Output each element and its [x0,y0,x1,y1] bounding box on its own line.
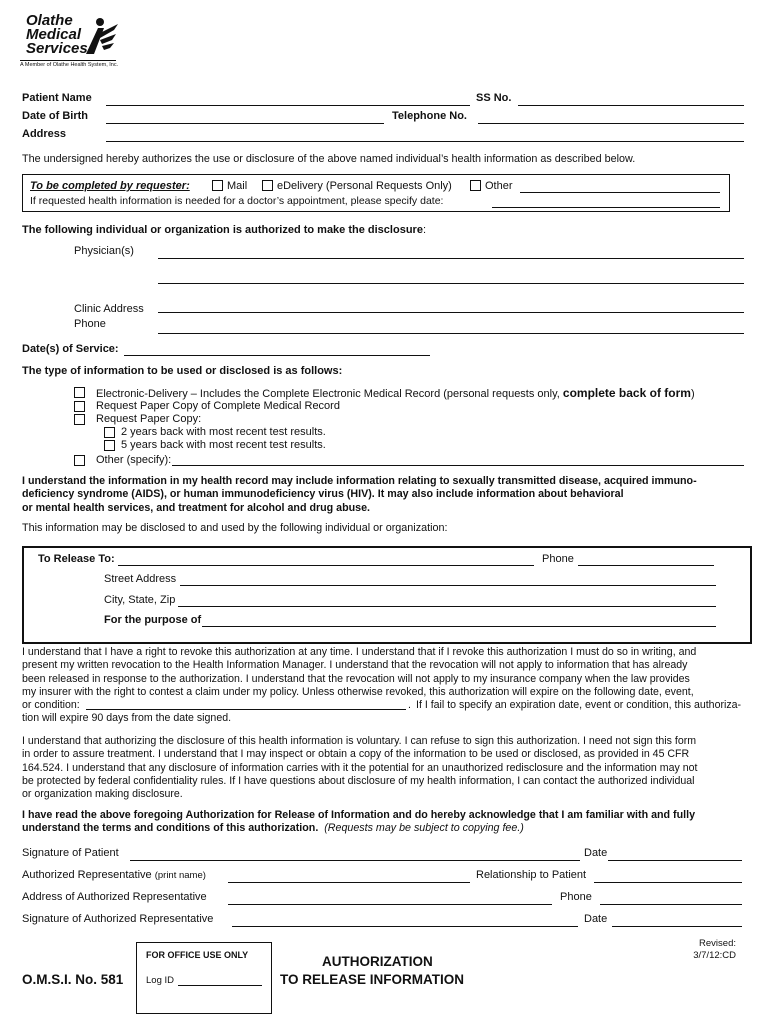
other-info-field[interactable] [172,465,744,466]
mail-checkbox[interactable] [212,180,223,191]
paper-complete-label: Request Paper Copy of Complete Medical Record [96,400,340,412]
sensitive-line-3: or mental health services, and treatment for alcohol and drug abuse. [22,501,371,514]
other-info-checkbox[interactable] [74,455,85,466]
acknowledge-line-2 [22,822,695,835]
two-years-label: 2 years back with most recent test results. [121,426,326,438]
auth-rep-label [22,869,206,881]
auth-rep-text: Authorized Representative [22,869,152,881]
patient-name-label: Patient Name [22,92,92,104]
address-field[interactable] [106,141,744,142]
logo-rule [20,60,116,61]
other-delivery-label: Other [485,180,513,192]
voluntary-line-1: I understand that authorizing the disclosure of this health information is voluntary. I can refuse to sign this authorization. I need not sign this form [22,735,697,747]
address-rep-label: Address of Authorized Representative [22,891,207,903]
copying-fee-note: (Requests may be subject to copying fee.) [324,822,524,835]
logo-line-2: Medical [26,26,82,43]
acknowledge-line-2-bold: understand the terms and conditions of this authorization. [22,822,319,835]
electronic-delivery-text: Electronic-Delivery – Includes the Complete Electronic Medical Record (personal requests only, [96,388,563,400]
two-years-checkbox[interactable] [104,427,115,438]
appointment-date-field[interactable] [492,207,720,208]
sig-rep-label: Signature of Authorized Representative [22,913,214,925]
expiry-label: or condition: [22,699,80,712]
print-name-note: (print name) [154,870,206,881]
dob-field[interactable] [106,123,384,124]
edelivery-label: eDelivery (Personal Requests Only) [277,180,452,192]
relationship-label: Relationship to Patient [476,869,587,881]
release-to-field[interactable] [118,565,534,566]
revoke-line-6: tion will expire 90 days from the date signed. [22,712,232,725]
rep-date-field[interactable] [612,926,742,927]
complete-back-of-form: complete back of form [562,386,691,400]
expiry-default-text: If I fail to specify an expiration date, event or condition, this authoriza- [416,699,742,712]
expiry-field[interactable] [86,709,406,710]
patient-date-label: Date [584,847,608,859]
release-to-label: To Release To: [38,553,115,565]
dob-label: Date of Birth [22,110,88,122]
revised-label: Revised: [699,938,736,949]
street-address-field[interactable] [180,585,716,586]
sensitive-notice [22,475,697,515]
revoke-line-1: I understand that I have a right to revoke this authorization at any time. I understand that if I revoke this authorization I must do so in writing, and [22,646,697,658]
release-phone-field[interactable] [578,565,714,566]
appointment-text: If requested health information is needed for a doctor’s appointment, please specify date: [30,195,444,207]
form-title-line-2: TO RELEASE INFORMATION [280,972,465,987]
rep-phone-label: Phone [560,891,592,903]
patient-signature-field[interactable] [130,860,580,861]
city-state-zip-field[interactable] [178,606,716,607]
disclosure-to-text: This information may be disclosed to and used by the following individual or organization: [22,522,448,534]
logo-tagline: A Member of Olathe Health System, Inc. [20,62,119,68]
address-label: Address [22,128,67,140]
voluntary-line-4: be protected by federal confidentiality rules. If I have questions about disclosure of my health information, I can contact the authorized individual [22,774,695,787]
logo-text [26,14,88,56]
paper-copy-label: Request Paper Copy: [96,413,202,425]
service-dates-field[interactable] [124,355,430,356]
log-id-field[interactable] [178,985,262,986]
clinic-phone-field[interactable] [158,333,744,334]
purpose-field[interactable] [202,626,716,627]
voluntary-line-2: in order to assure treatment. I understand that I may inspect or obtain a copy of the information to be used or disclosed, as provided in 45 CFR [22,748,690,761]
acknowledge-line-1: I have read the above foregoing Authorization for Release of Information and do hereby acknowledge that I am familiar with and fully [22,809,696,821]
discloser-heading-text: The following individual or organization is authorized to make the disclosure [22,224,423,236]
log-id-label: Log ID [146,975,174,986]
revoke-line-2: present my written revocation to the Health Information Manager. I understand that the revocation will not apply to information that has already [22,659,688,672]
paper-copy-checkbox[interactable] [74,414,85,425]
paper-complete-checkbox[interactable] [74,401,85,412]
info-type-heading: The type of information to be used or disclosed is as follows: [22,365,343,377]
intro-text: The undersigned hereby authorizes the use or disclosure of the above named individual’s health information as described below. [22,153,636,165]
clinic-address-label: Clinic Address [74,303,144,315]
other-delivery-field[interactable] [520,192,720,193]
patient-date-field[interactable] [608,860,742,861]
physicians-field-2[interactable] [158,283,744,284]
street-address-label: Street Address [104,573,177,585]
ssn-field[interactable] [518,105,744,106]
revoke-line-3: been released in response to the authorization. I understand that the revocation will not apply to my insurance company when the law provides [22,672,690,685]
city-state-zip-label: City, State, Zip [104,594,176,606]
logo-emblem-icon [80,16,120,58]
auth-rep-field[interactable] [228,882,470,883]
purpose-label: For the purpose of [104,614,202,626]
relationship-field[interactable] [594,882,742,883]
electronic-delivery-suffix: ) [690,388,695,400]
telephone-field[interactable] [478,123,744,124]
five-years-checkbox[interactable] [104,440,115,451]
voluntary-paragraph [22,735,744,801]
requester-heading: To be completed by requester: [30,180,190,192]
edelivery-checkbox[interactable] [262,180,273,191]
sensitive-line-2: deficiency syndrome (AIDS), or human immunodeficiency virus (HIV). It may also include information about behavioral [22,488,624,501]
address-rep-field[interactable] [228,904,552,905]
clinic-address-field[interactable] [158,312,744,313]
rep-date-label: Date [584,913,608,925]
mail-label: Mail [227,180,248,192]
physicians-field-1[interactable] [158,258,744,259]
ssn-label: SS No. [476,92,512,104]
clinic-phone-label: Phone [74,318,106,330]
revoke-line-5: or condition: . If I fail to specify an expiration date, event or condition, this authoriza- [22,699,742,712]
voluntary-line-3: 164.524. I understand that any disclosure of information carries with it the potential for an unauthorized redisclosure and the information may not [22,761,698,774]
revoke-line-4: my insurer with the right to contest a claim under my policy. Unless otherwise revoked, this authorization will expire on the following date, event, [22,685,694,698]
form-number: O.M.S.I. No. 581 [22,972,124,987]
other-delivery-checkbox[interactable] [470,180,481,191]
revoke-paragraph [22,646,744,726]
voluntary-line-5: or organization making disclosure. [22,788,183,801]
patient-name-field[interactable] [106,105,470,106]
logo-line-1: Olathe [26,12,73,29]
acknowledge-text [22,809,695,836]
five-years-label: 5 years back with most recent test results. [121,439,326,451]
sensitive-line-1: I understand the information in my health record may include information relating to sexually transmitted disease, acquired immuno- [22,475,697,487]
physicians-label: Physician(s) [74,245,134,257]
form-title-line-1: AUTHORIZATION [322,954,433,969]
revised-date: 3/7/12:CD [693,950,736,961]
electronic-delivery-label [96,386,695,400]
sig-rep-field[interactable] [232,926,578,927]
patient-signature-label: Signature of Patient [22,847,119,859]
logo-line-3: Services [26,40,88,57]
discloser-heading-colon: : [422,224,426,236]
electronic-delivery-checkbox[interactable] [74,387,85,398]
service-dates-label: Date(s) of Service: [22,343,119,355]
release-phone-label: Phone [542,553,574,565]
telephone-label: Telephone No. [392,110,467,122]
office-use-label: FOR OFFICE USE ONLY [146,950,249,960]
other-info-label: Other (specify): [96,454,172,466]
discloser-heading [22,224,426,236]
rep-phone-field[interactable] [600,904,742,905]
